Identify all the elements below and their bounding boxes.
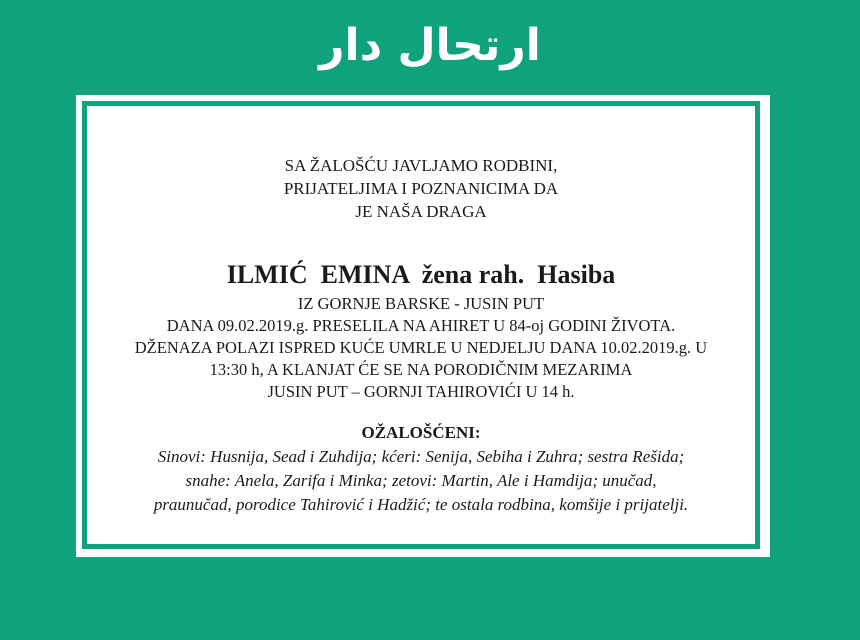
intro-line: SA ŽALOŠĆU JAVLJAMO RODBINI, bbox=[284, 156, 558, 175]
mourners-list bbox=[87, 445, 755, 517]
mourners-heading: OŽALOŠĆENI: bbox=[361, 423, 481, 442]
card-green-border bbox=[82, 101, 760, 549]
detail-line: DŽENAZA POLAZI ISPRED KUĆE UMRLE U NEDJELJU DANA 10.02.2019.g. U bbox=[134, 338, 708, 357]
mourners-line: Sinovi: Husnija, Sead i Zuhdija; kćeri: Senija, Sebiha i Zuhra; sestra Rešida; bbox=[157, 447, 685, 466]
deceased-name: ILMIĆ EMINA žena rah. Hasiba bbox=[226, 260, 616, 289]
intro-line: PRIJATELJIMA I POZNANICIMA DA bbox=[283, 179, 559, 198]
detail-line: JUSIN PUT – GORNJI TAHIROVIĆI U 14 h. bbox=[267, 382, 575, 401]
calligraphy-header: ارتحال دار bbox=[319, 20, 541, 71]
detail-line: DANA 09.02.2019.g. PRESELILA NA AHIRET U 84-oj GODINI ŽIVOTA. bbox=[166, 316, 676, 335]
detail-line: 13:30 h, A KLANJAT ĆE SE NA PORODIČNIM MEZARIMA bbox=[209, 360, 633, 379]
mourners-line: praunučad, porodice Tahirović i Hadžić; te ostala rodbina, komšije i prijatelji. bbox=[153, 495, 689, 514]
mourners-line: snahe: Anela, Zarifa i Minka; zetovi: Martin, Ale i Hamdija; unučad, bbox=[185, 471, 657, 490]
intro-text bbox=[87, 154, 755, 223]
funeral-details bbox=[87, 293, 755, 403]
intro-line: JE NAŠA DRAGA bbox=[355, 202, 487, 221]
detail-line: IZ GORNJE BARSKE - JUSIN PUT bbox=[297, 294, 545, 313]
obituary-card bbox=[76, 95, 770, 557]
